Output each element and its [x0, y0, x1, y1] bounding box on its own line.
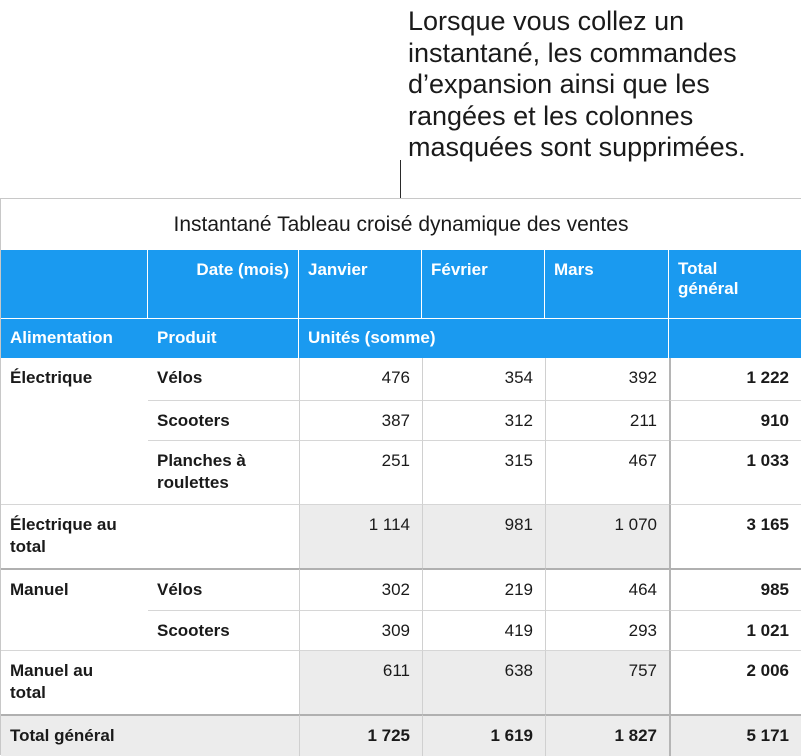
- subtotal-janvier[interactable]: 1 114: [299, 504, 422, 568]
- header-empty-total: [669, 319, 801, 358]
- value-mars[interactable]: 464: [545, 568, 669, 610]
- grand-total-row: [1, 714, 801, 756]
- subtotal-row: [1, 650, 801, 714]
- product-label[interactable]: Vélos: [157, 368, 203, 387]
- table-row: [1, 568, 801, 610]
- header-month-mars[interactable]: Mars: [545, 250, 669, 318]
- group-label[interactable]: Électrique: [10, 368, 93, 387]
- header-row-fields: [1, 318, 801, 358]
- product-line2: roulettes: [157, 473, 229, 492]
- value-janvier[interactable]: 387: [299, 400, 422, 440]
- callout-text: [408, 6, 798, 164]
- value-fevrier[interactable]: 219: [422, 568, 545, 610]
- header-total-general[interactable]: [669, 250, 801, 318]
- header-row-months: [1, 250, 801, 318]
- header-corner-left: [1, 250, 148, 318]
- value-total[interactable]: 910: [669, 400, 801, 440]
- subtotal-line2: total: [10, 537, 46, 556]
- header-month-janvier[interactable]: Janvier: [299, 250, 422, 318]
- subtotal-total[interactable]: 3 165: [669, 504, 801, 568]
- value-total[interactable]: 1 222: [669, 358, 801, 400]
- value-fevrier[interactable]: 354: [422, 358, 545, 400]
- group-label-empty: [1, 400, 148, 440]
- grand-total-fevrier[interactable]: 1 619: [422, 714, 545, 756]
- callout-pointer: [400, 160, 401, 198]
- value-janvier[interactable]: 476: [299, 358, 422, 400]
- group-label[interactable]: Manuel: [1, 568, 148, 610]
- subtotal-label[interactable]: [1, 650, 299, 714]
- subtotal-janvier[interactable]: 611: [299, 650, 422, 714]
- header-date-label[interactable]: Date (mois): [148, 250, 299, 318]
- value-janvier[interactable]: 309: [299, 610, 422, 650]
- table-row: [1, 358, 801, 400]
- subtotal-row: [1, 504, 801, 568]
- grand-total-total[interactable]: 5 171: [669, 714, 801, 756]
- table-row: [1, 440, 801, 504]
- product-label[interactable]: [148, 440, 299, 504]
- value-janvier[interactable]: 251: [299, 440, 422, 504]
- value-mars[interactable]: 392: [545, 358, 669, 400]
- value-total[interactable]: 985: [669, 568, 801, 610]
- table-row: [1, 400, 801, 440]
- value-mars[interactable]: 467: [545, 440, 669, 504]
- subtotal-mars[interactable]: 757: [545, 650, 669, 714]
- subtotal-fevrier[interactable]: 981: [422, 504, 545, 568]
- subtotal-mars[interactable]: 1 070: [545, 504, 669, 568]
- value-fevrier[interactable]: 315: [422, 440, 545, 504]
- product-line1: Planches à: [157, 451, 246, 470]
- value-total[interactable]: 1 021: [669, 610, 801, 650]
- grand-total-label[interactable]: Total général: [1, 714, 299, 756]
- subtotal-line1: Électrique au: [10, 515, 117, 534]
- grand-total-janvier[interactable]: 1 725: [299, 714, 422, 756]
- header-month-fevrier[interactable]: Février: [422, 250, 545, 318]
- callout-line-2: instantané, les commandes: [408, 37, 737, 68]
- table-title: Instantané Tableau croisé dynamique des ventes: [173, 212, 629, 236]
- product-label[interactable]: Vélos: [148, 568, 299, 610]
- value-fevrier[interactable]: 312: [422, 400, 545, 440]
- grand-total-mars[interactable]: 1 827: [545, 714, 669, 756]
- group-label-empty: [1, 440, 148, 504]
- header-alimentation[interactable]: Alimentation: [10, 328, 113, 347]
- product-label[interactable]: Scooters: [148, 610, 299, 650]
- callout-line-3: d’expansion ainsi que les: [408, 69, 710, 99]
- value-mars[interactable]: 211: [545, 400, 669, 440]
- value-mars[interactable]: 293: [545, 610, 669, 650]
- pivot-table-snapshot[interactable]: [0, 198, 801, 755]
- value-total[interactable]: 1 033: [669, 440, 801, 504]
- header-total-line2: général: [678, 279, 739, 298]
- subtotal-line1: Manuel au: [10, 661, 94, 680]
- table-row: [1, 610, 801, 650]
- product-label[interactable]: Scooters: [148, 400, 299, 440]
- callout-line-1: Lorsque vous collez un: [408, 6, 685, 36]
- subtotal-fevrier[interactable]: 638: [422, 650, 545, 714]
- value-janvier[interactable]: 302: [299, 568, 422, 610]
- callout-line-5: masquées sont supprimées.: [408, 132, 746, 162]
- subtotal-label[interactable]: [1, 504, 299, 568]
- header-unites-somme[interactable]: Unités (somme): [299, 319, 669, 358]
- callout-line-4: rangées et les colonnes: [408, 100, 694, 131]
- value-fevrier[interactable]: 419: [422, 610, 545, 650]
- subtotal-total[interactable]: 2 006: [669, 650, 801, 714]
- header-total-line1: Total: [678, 259, 718, 278]
- header-produit[interactable]: Produit: [148, 319, 299, 358]
- group-label-empty: [1, 610, 148, 650]
- subtotal-line2: total: [10, 683, 46, 702]
